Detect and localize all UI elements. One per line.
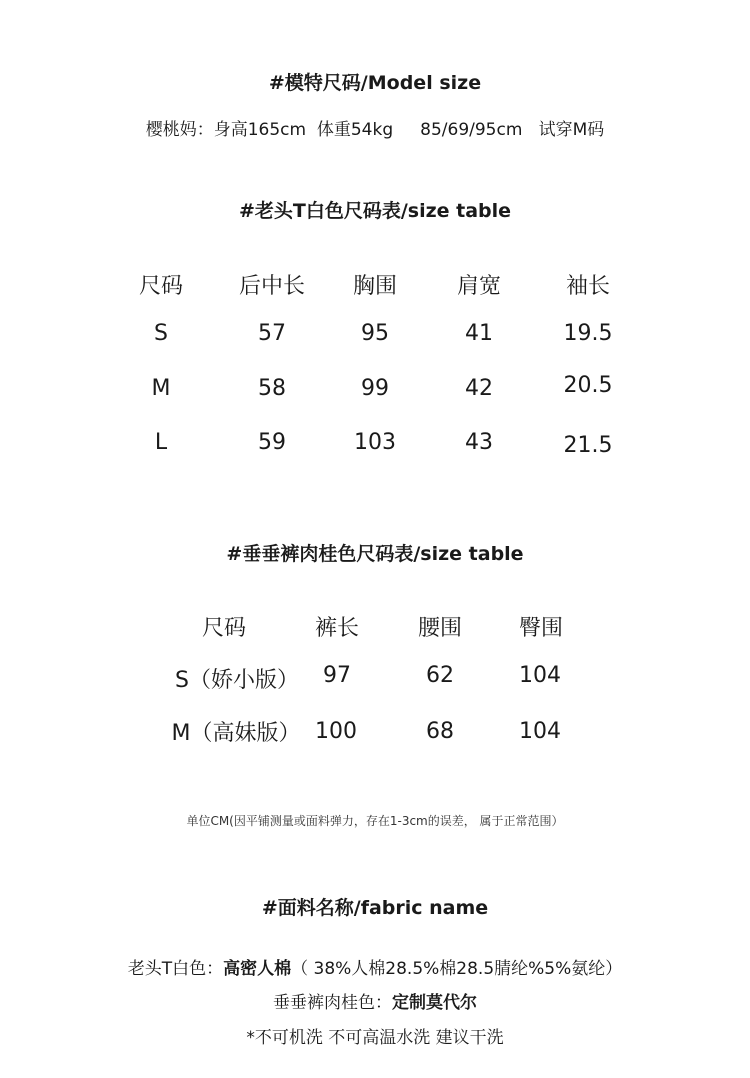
- pants-cell-length: 97: [323, 663, 351, 688]
- fabric-shirt-material: 高密人棉: [223, 959, 292, 979]
- fabric-line-pants: [0, 988, 750, 1013]
- shirt-cell-shoulder: 42: [465, 376, 493, 401]
- shirt-header-chest: 胸围: [352, 274, 398, 299]
- pants-header-length: 裤长: [314, 616, 360, 641]
- shirt-size-table-heading: #老头T白色尺码表/size table: [238, 200, 512, 222]
- shirt-cell-chest: 103: [354, 430, 396, 455]
- shirt-cell-sleeve: 21.5: [563, 433, 613, 458]
- shirt-cell-length: 58: [258, 376, 286, 401]
- model-info: 樱桃妈：身高165cm 体重54kg 85/69/95cm 试穿M码: [145, 120, 605, 140]
- unit-note: 单位CM(因平铺测量或面料弹力，存在1-3cm的误差， 属于正常范围）: [186, 814, 564, 828]
- pants-header-waist: 腰围: [417, 616, 463, 641]
- shirt-cell-chest: 99: [361, 376, 389, 401]
- shirt-cell-length: 57: [258, 321, 286, 346]
- shirt-cell-size: L: [154, 430, 168, 455]
- shirt-cell-length: 59: [258, 430, 286, 455]
- fabric-pants-material: 定制莫代尔: [392, 993, 477, 1013]
- shirt-cell-size: M: [151, 376, 171, 401]
- pants-cell-waist: 62: [426, 663, 454, 688]
- pants-cell-size: M（高妹版）: [171, 721, 301, 746]
- shirt-cell-shoulder: 41: [465, 321, 493, 346]
- fabric-line-shirt: [0, 954, 750, 979]
- pants-cell-hip: 104: [519, 719, 561, 744]
- pants-header-size: 尺码: [201, 616, 247, 641]
- shirt-cell-size: S: [154, 321, 168, 346]
- fabric-shirt-label: 老头T白色：: [127, 959, 224, 979]
- shirt-header-size: 尺码: [138, 274, 184, 299]
- shirt-cell-chest: 95: [361, 321, 389, 346]
- fabric-shirt-composition: （ 38%人棉28.5%棉28.5腈纶%5%氨纶）: [291, 959, 623, 979]
- pants-size-table-heading: #垂垂裤肉桂色尺码表/size table: [226, 543, 524, 565]
- pants-cell-hip: 104: [519, 663, 561, 688]
- pants-cell-length: 100: [315, 719, 357, 744]
- model-size-heading: #模特尺码/Model size: [268, 72, 482, 94]
- shirt-header-sleeve: 袖长: [565, 274, 611, 299]
- shirt-cell-shoulder: 43: [465, 430, 493, 455]
- pants-header-hip: 臀围: [518, 616, 564, 641]
- shirt-header-length: 后中长: [238, 274, 306, 299]
- pants-cell-waist: 68: [426, 719, 454, 744]
- pants-cell-size: S（娇小版）: [175, 668, 299, 693]
- fabric-pants-label: 垂垂裤肉桂色：: [273, 993, 392, 1013]
- shirt-header-shoulder: 肩宽: [456, 274, 502, 299]
- shirt-cell-sleeve: 20.5: [563, 373, 613, 398]
- shirt-cell-sleeve: 19.5: [563, 321, 613, 346]
- care-instructions: *不可机洗 不可高温水洗 建议干洗: [246, 1028, 504, 1048]
- fabric-heading: #面料名称/fabric name: [261, 897, 489, 919]
